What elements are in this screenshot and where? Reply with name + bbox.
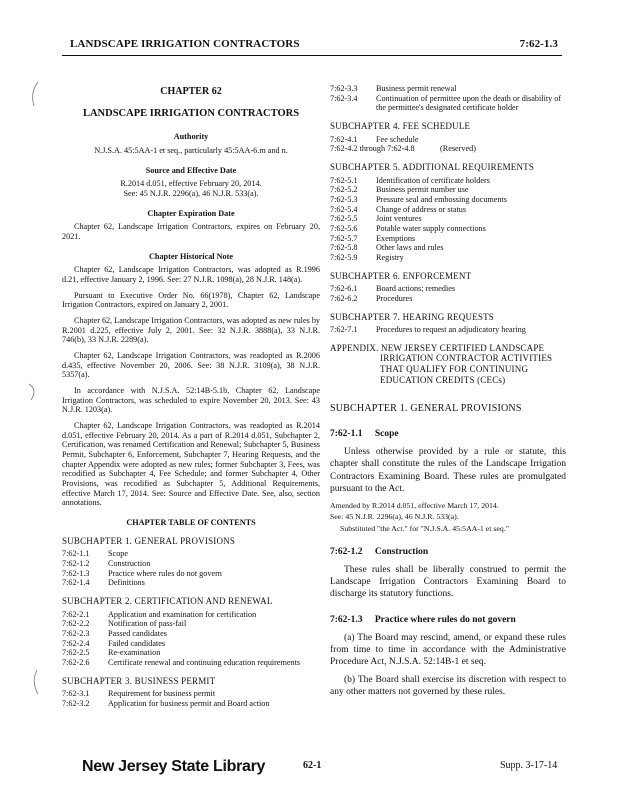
toc-list [330,176,566,263]
rule-title: Practice where rules do not govern [374,614,516,625]
toc-entry [62,658,320,668]
toc-entry-title: Scope [108,549,129,559]
rule-heading [330,429,566,440]
toc-entry [330,214,566,224]
toc-entry-title: Re-examination [108,648,161,658]
toc-entry-title: Certificate renewal and continuing education requirements [108,657,301,667]
toc-entry-title: Passed candidates [108,628,167,638]
toc-list [62,549,320,588]
toc-list [330,325,566,335]
toc-subchapter-heading: SUBCHAPTER 1. GENERAL PROVISIONS [62,535,236,546]
authority-text: N.J.S.A. 45:5AA-1 et seq., particularly 45:5AA-6.m and n. [94,145,288,155]
toc-entry-number: 7:62-5.1 [330,175,358,185]
toc-entry [330,325,566,335]
toc-entry-number: 7:62-2.5 [62,648,90,658]
toc-entry-title: Procedures to request an adjudicatory hearing [376,325,526,335]
toc-entry [330,243,566,253]
history-paragraph: Chapter 62, Landscape Irrigation Contractors, was readopted as R.2014 d.051, effective February 20, 2014. As a part of R.2014 d.051, Subchapter 2, Certification, was renamed Certification and Renewal; Subchapter 5, Business Permit, Subchapter 6, Enforcement, Subchapter 7, Hearing Requests, and the chapter Appendix were adopted as new rules; former Subchapter 3, Fees, was recodified as Subchapter 4, Fee Schedule; and former Subchapter 4, Other Provisions, was recodified as Subchapter 5, Additional Requirements, effective March 17, 2014. See: Source and Effective Date. See, also, section annotations. [62,420,320,508]
toc-entry-title: Fee schedule [376,134,419,144]
toc-entry [62,648,320,658]
toc-entry-number: 7:62-5.7 [330,233,358,243]
amendment-note: Amended by R.2014 d.051, effective March 17, 2014. [330,500,499,510]
library-watermark: New Jersey State Library [82,758,266,775]
amendment-note: Substituted "the Act." for "N.J.S.A. 45:5AA-1 et seq." [340,523,509,533]
toc-entry [330,135,566,145]
page-number: 62-1 [303,760,322,771]
toc-entry [330,176,566,186]
rule-number: 7:62-1.2 [330,546,363,557]
toc-entry-title: Construction [108,558,151,568]
rule-body: (a) The Board may rescind, amend, or expand these rules from time to time in accordance with the Administrative Procedure Act, N.J.S.A. 52:14B-1 et seq. [330,632,566,668]
toc-entry-title: Other laws and rules [376,243,444,253]
toc-entry-number: 7:62-3.4 [330,93,358,103]
toc-appendix: APPENDIX. NEW JERSEY CERTIFIED LANDSCAPE IRRIGATION CONTRACTOR ACTIVITIES THAT QUALIFY FOR CONTINUING EDUCATION CREDITS (CECs) [330,342,553,385]
toc-entry-number: 7:62-5.2 [330,185,358,195]
rule-number: 7:62-1.1 [330,429,363,440]
toc-entry-number: 7:62-5.8 [330,243,358,253]
chapter-name: LANDSCAPE IRRIGATION CONTRACTORS [82,107,300,119]
toc-entry-title: Notification of pass-fail [108,619,187,629]
running-header-section: 7:62-1.3 [519,38,558,50]
history-paragraph: Chapter 62, Landscape Irrigation Contractors, was readopted as R.2006 d.435, effective November 20, 2006. See: 38 N.J.R. 3109(a), 38 N.J.R. 5357(a). [62,350,320,380]
margin-mark-icon [28,80,42,110]
toc-entry-title: Potable water supply connections [376,223,486,233]
toc-subchapter-heading: SUBCHAPTER 7. HEARING REQUESTS [330,311,495,322]
toc-entry-title: Application and examination for certification [108,609,257,619]
toc-entry [62,689,320,699]
expiration-heading: Chapter Expiration Date [147,208,235,218]
toc-subchapter-heading: SUBCHAPTER 2. CERTIFICATION AND RENEWAL [62,595,273,606]
toc-entry-number: 7:62-6.1 [330,284,358,294]
toc-entry-number: 7:62-1.1 [62,549,90,559]
left-column [62,84,320,709]
toc-subchapter-heading: SUBCHAPTER 4. FEE SCHEDULE [330,121,471,132]
expiration-text: Chapter 62, Landscape Irrigation Contractors, expires on February 20, 2021. [62,222,320,241]
history-paragraph: Chapter 62, Landscape Irrigation Contractors, was adopted as R.1996 d.21, effective January 2, 1996. See: 27 N.J.R. 1098(a), 28 N.J.R. 148(a). [62,265,320,284]
history-heading: Chapter Historical Note [149,251,233,261]
toc-entry-number: 7:62-2.1 [62,609,90,619]
toc-entry-title: Registry [376,252,404,262]
toc-entry-number: 7:62-5.4 [330,204,358,214]
toc-entry-number: 7:62-1.3 [62,568,90,578]
source-line: R.2014 d.051, effective February 20, 2014. [120,179,262,189]
toc-entry-title: Board actions; remedies [376,284,456,294]
toc-list [330,284,566,303]
rule-body: Unless otherwise provided by a rule or statute, this chapter shall constitute the rules of the Landscape Irrigation Contractors Examining Board. These rules are promulgated pursuant to the Act. [330,447,566,494]
toc-entry [330,84,566,94]
history-paragraph: Chapter 62, Landscape Irrigation Contractors, was adopted as new rules by R.2001 d.225, effective July 2, 2001. See: 32 N.J.R. 3888(a), 33 N.J.R. 746(b), 33 N.J.R. 2289(a). [62,315,321,345]
authority-heading: Authority [173,132,209,142]
toc-entry [62,619,320,629]
toc-entry-number: 7:62-2.2 [62,619,90,629]
running-header-title: LANDSCAPE IRRIGATION CONTRACTORS [70,38,300,50]
toc-entry-title: Practice where rules do not govern [108,568,222,578]
history-paragraph: In accordance with N.J.S.A. 52:14B-5.1b, Chapter 62, Landscape Irrigation Contractors, was scheduled to expire November 20, 2013. See: 43 N.J.R. 1203(a). [62,385,320,415]
toc-list [62,610,320,668]
toc-entry-title: Definitions [108,578,145,588]
toc-entry-number: 7:62-6.2 [330,293,358,303]
toc-entry-title: Business permit renewal [376,84,457,93]
toc-entry-title: Business permit number use [376,185,469,195]
toc-entry-number: 7:62-3.1 [62,689,90,699]
toc-entry-title: Requirement for business permit [108,689,216,699]
toc-entry-title: Failed candidates [108,638,166,648]
margin-mark-icon [28,668,42,698]
rule-heading [330,547,566,558]
rule-body: These rules shall be liberally construed to permit the Landscape Irrigation Contractors Examining Board to discharge its statutory functions. [330,565,566,600]
margin-mark-icon [26,380,40,404]
toc-entry [330,224,566,234]
toc-entry [62,559,320,569]
toc-entry [62,639,320,649]
toc-entry-title: Identification of certificate holders [376,175,490,185]
toc-entry-title: Pressure seal and embossing documents [376,194,507,204]
rule-heading [330,615,566,626]
toc-entry [330,94,566,113]
toc-entry [330,205,566,215]
toc-entry-number: 7:62-2.6 [62,657,90,667]
toc-entry [62,629,320,639]
toc-entry-title: Exemptions [376,233,416,243]
toc-entry [330,253,566,263]
header-rule [62,55,562,56]
toc-entry [330,284,566,294]
toc-list [330,84,566,113]
toc-entry [330,294,566,304]
toc-entry [62,578,320,588]
toc-entry-number: 7:62-5.3 [330,194,358,204]
toc-entry-title: Joint ventures [376,214,422,224]
toc-entry-title: Application for business permit and Board action [108,698,270,708]
rule-body: (b) The Board shall exercise its discretion with respect to any other matters not governed by these rules. [330,675,566,698]
toc-subchapter-heading: SUBCHAPTER 6. ENFORCEMENT [330,270,472,281]
toc-entry-number: 7:62-4.1 [330,134,358,144]
toc-entry-number: 7:62-1.2 [62,558,90,568]
toc-entry [330,234,566,244]
rule-title: Construction [374,546,429,557]
toc-subchapter-heading: SUBCHAPTER 3. BUSINESS PERMIT [62,675,216,686]
toc-entry-title: Procedures [376,293,413,303]
toc-entry-title: Continuation of permittee upon the death or disability of the permittee's designated certificate holder [376,93,562,113]
toc-list [330,135,566,154]
rule-number: 7:62-1.3 [330,614,363,625]
right-column [330,84,566,705]
amendment-note: See: 45 N.J.R. 2296(a), 46 N.J.R. 533(a). [330,512,459,522]
toc-entry [62,699,320,709]
toc-entry [330,185,566,195]
toc-entry-number: 7:62-3.2 [62,698,90,708]
toc-entry-number: 7:62-4.2 through 7:62-4.8 [330,144,415,154]
source-heading: Source and Effective Date [145,165,237,175]
toc-entry [330,195,566,205]
toc-entry-number: 7:62-5.5 [330,214,358,224]
history-paragraph: Pursuant to Executive Order No. 66(1978), Chapter 62, Landscape Irrigation Contractors, expired on January 2, 2001. [62,290,320,310]
toc-entry [62,549,320,559]
toc-heading: CHAPTER TABLE OF CONTENTS [126,518,256,527]
toc-entry-number: 7:62-2.3 [62,628,90,638]
toc-entry-title: Change of address or status [376,204,467,214]
toc-entry-number: 7:62-2.4 [62,638,90,648]
toc-entry [62,569,320,579]
supplement-date: Supp. 3-17-14 [500,760,558,771]
toc-entry-number: 7:62-5.6 [330,223,358,233]
rule-title: Scope [374,429,399,440]
subchapter-heading: SUBCHAPTER 1. GENERAL PROVISIONS [330,403,522,415]
toc-entry [62,610,320,620]
toc-entry-title: (Reserved) [440,144,476,154]
toc-entry-number: 7:62-3.3 [330,84,358,93]
toc-entry-number: 7:62-7.1 [330,325,358,335]
toc-subchapter-heading: SUBCHAPTER 5. ADDITIONAL REQUIREMENTS [330,161,535,172]
source-line: See: 45 N.J.R. 2296(a), 46 N.J.R. 533(a). [123,188,259,198]
toc-entry-number: 7:62-5.9 [330,252,358,262]
toc-entry [330,144,566,154]
chapter-number: CHAPTER 62 [160,86,222,97]
toc-entry-number: 7:62-1.4 [62,578,90,588]
toc-list [62,689,320,708]
